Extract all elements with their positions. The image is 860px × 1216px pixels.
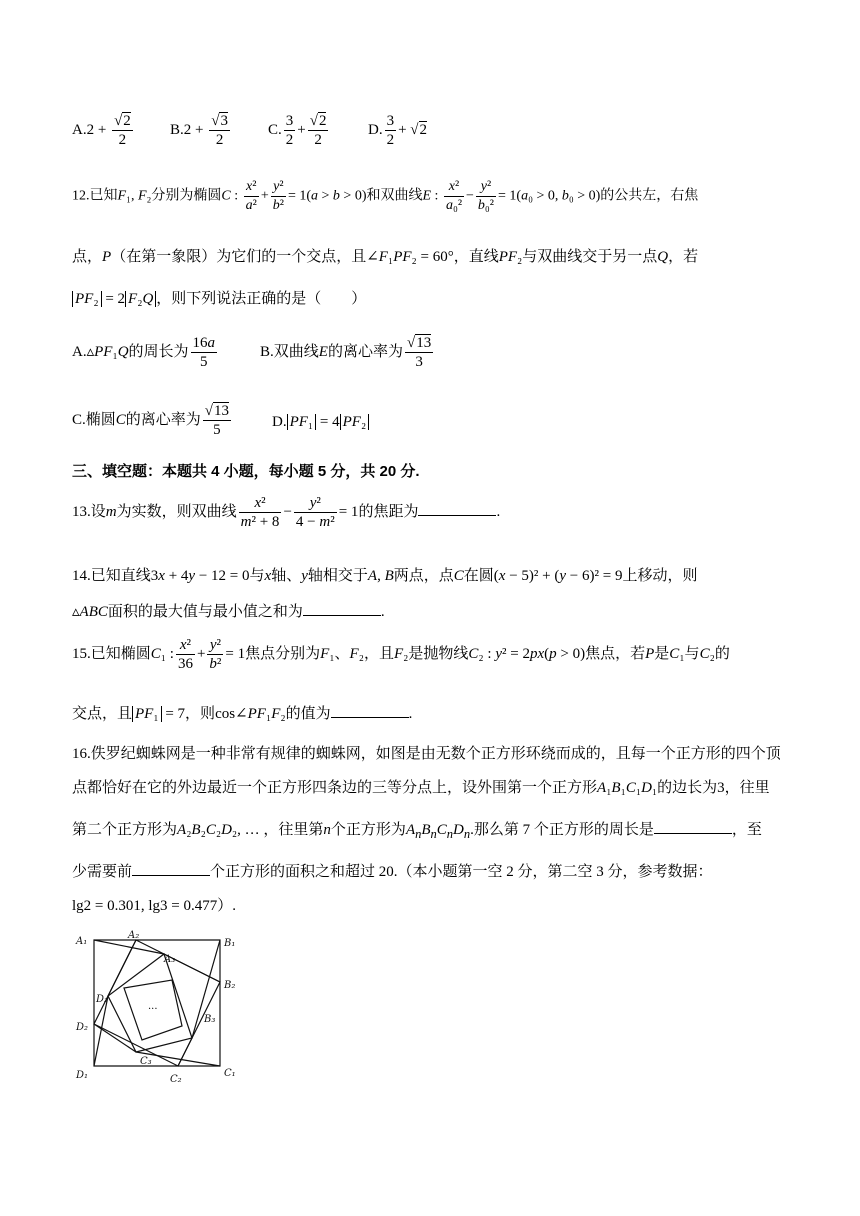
figure-label: C₂: [170, 1074, 182, 1085]
q16-stem-line1: 16.佚罗纪蜘蛛网是一种非常有规律的蜘蛛网，如图是由无数个正方形环绕而成的，且每一个正方形的四个顶: [72, 746, 781, 762]
q14-answer-blank[interactable]: [303, 601, 381, 616]
q15-stem-line1: 15.已知椭圆C₁ : $\frac{\text{x²}}{36}$ + $\frac{\text{y²}}{\text{b²}}$ = 1焦点分别为F₁、F₂，且F₂是抛物线C₂ : y² = 2px(p > 0)焦点，若P是C₁与C₂的: [72, 637, 730, 672]
q15-answer-blank[interactable]: [331, 703, 409, 718]
spider-web-figure: [72, 930, 252, 1090]
q11-option-c: C. $\frac{3}{2}$ + $\frac{√2}{2}$: [268, 113, 327, 148]
q16-stem-line4: 少需要前 个正方形的面积之和超过 20.（本小题第一空 2 分，第二空 3 分，参考数据：: [72, 860, 713, 881]
q16-answer-blank-1[interactable]: [654, 819, 732, 834]
figure-label: A₃: [164, 954, 176, 965]
q16-stem-line3: 第二个正方形为A₂B₂C₂D₂, … ，往里第n个正方形为$A_nB_nC_nD_n$.那么第 7 个正方形的周长是 ，至: [72, 818, 762, 842]
figure-label: B₃: [204, 1014, 216, 1025]
q12-stem-line3: PF₂ = 2 F₂Q ，则下列说法正确的是（ ）: [72, 287, 366, 308]
q14-stem-line2: ▵ABC面积的最大值与最小值之和为 .: [72, 600, 385, 621]
q11-option-b: B.2 + $\frac{√3}{2}$: [170, 113, 228, 148]
figure-ellipsis: ···: [148, 1004, 158, 1015]
q12-option-c: C.椭圆C的离心率为 $\frac{√13}{5}$: [72, 403, 230, 438]
section-heading: 三、填空题：本题共 4 小题，每小题 5 分，共 20 分.: [72, 463, 420, 480]
q15-stem-line2: 交点，且 PF₁ = 7，则cos∠PF₁F₂的值为 .: [72, 702, 412, 723]
figure-label: A₂: [128, 930, 140, 941]
q12-stem-line1: 12.已知F₁, F₂分别为椭圆C : $\frac{\text{x²}}{\text{a²}}$ + $\frac{\text{y²}}{\text{b²}}$ = 1(a > b > 0)和双曲线E : $\frac{\text{x²}}{\text{a₀²}}$ − $\frac{\text{y²}}{\text{b₀²}}$ = 1(a₀ > 0, b₀ > 0)的公共左，右焦: [72, 179, 699, 213]
figure-label: B₁: [224, 938, 236, 949]
figure-label: C₃: [140, 1056, 152, 1067]
figure-label: D₁: [76, 1070, 89, 1081]
q11-option-d: D. $\frac{3}{2}$ + √2: [368, 113, 428, 148]
q16-stem-line2: 点都恰好在它的外边最近一个正方形四条边的三等分点上，设外围第一个正方形A₁B₁C₁D₁的边长为3，往里: [72, 780, 770, 796]
q13-answer-blank[interactable]: [418, 501, 496, 516]
q16-answer-blank-2[interactable]: [132, 861, 210, 876]
figure-label: C₁: [224, 1068, 236, 1079]
q16-stem-line5: lg2 = 0.301, lg3 = 0.477）.: [72, 898, 237, 914]
q12-option-a: A.▵PF₁Q的周长为 $\frac{16a}{5}$: [72, 335, 216, 370]
figure-label: D₃: [96, 994, 109, 1005]
q12-option-b: B.双曲线E的离心率为 $\frac{√13}{3}$: [260, 335, 432, 370]
q13-stem: 13.设m为实数，则双曲线 $\frac{\text{x²}}{\text{m² + 8}}$ − $\frac{\text{y²}}{\text{4 − m²}}$ = 1的焦距为 .: [72, 495, 501, 530]
figure-label: B₂: [224, 980, 236, 991]
q14-stem-line1: 14.已知直线3x + 4y − 12 = 0与x轴、y轴相交于A, B两点，点C在圆(x − 5)² + (y − 6)² = 9上移动，则: [72, 568, 698, 584]
figure-label: A₁: [76, 936, 88, 947]
q12-stem-line2: 点，P（在第一象限）为它们的一个交点，且∠F₁PF₂ = 60°，直线PF₂与双曲线交于另一点Q，若: [72, 249, 699, 265]
q11-option-a: A.2 + $\frac{√2}{2}$: [72, 113, 131, 148]
q12-option-d: D. PF₁ = 4 PF₂: [272, 414, 369, 431]
figure-label: D₂: [76, 1022, 89, 1033]
